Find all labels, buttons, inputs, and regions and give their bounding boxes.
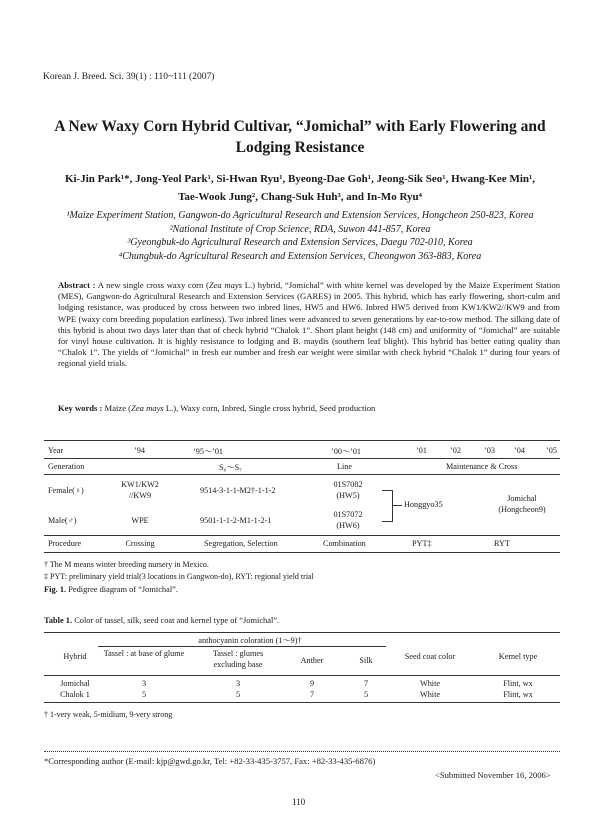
corresponding-author: *Corresponding author (E-mail: kjp@gwd.go.kr, Tel: +82-33-435-3757, Fax: +82-33-435-6876) [44,756,376,766]
title-line-1: A New Waxy Corn Hybrid Cultivar, “Jomichal” with Early Flowering and [54,118,546,135]
table-note: † 1-very weak, 5-midium, 9-very strong [44,710,173,719]
male-inbred [320,509,376,531]
male-inbred-name: (HW6) [336,521,360,530]
female-inbred [320,479,376,501]
title-line-2: Lodging Resistance [235,139,365,156]
pedigree-rule-1 [44,458,560,459]
table-cell-seed-coat: White [419,690,440,699]
table-cell-silk: 5 [363,690,369,699]
year-02: ’02 [450,446,461,455]
authors-line-1: Ki-Jin Park¹*, Jong-Yeol Park¹, Si-Hwan Ryu¹, Byeong-Dae Goh¹, Jeong-Sik Seo¹, Hwang-Kee Min¹, [64,173,536,185]
pedigree-rule-2 [44,474,560,475]
table-header-kernel: Kernel type [498,652,538,661]
table-cell-tassel-glumes: 3 [235,679,241,688]
procedure-ryt: RYT [494,539,510,548]
keywords-text-1: Maize ( [102,403,132,413]
procedure-label: Procedure [48,539,82,548]
generation-s0-s7: S₀～S₇ [219,463,243,472]
table-caption [44,616,279,625]
generation-maintenance: Maintenance & Cross [446,462,518,471]
keywords [58,403,560,413]
year-label: Year [48,446,64,455]
table-header-tassel-base: Tassel : at base of glume [103,649,185,658]
female-label: Female(♀) [48,486,84,495]
male-inbred-code: 01S7072 [333,510,363,519]
cross-connector [392,505,402,506]
table-cell-kernel: Flint, wx [503,679,533,688]
table-cell-anther: 9 [309,679,315,688]
male-label: Male(♂) [48,516,77,525]
table-cell-kernel: Flint, wx [503,690,533,699]
procedure-combination: Combination [323,539,366,548]
table-cell-anther: 7 [309,690,315,699]
table-group-header: anthocyanin coloration (1～9)† [198,636,302,645]
footnote-rule [44,751,560,752]
pedigree-note-1: † The M means winter breeding nursery in Mexico. [44,560,209,569]
table-cell-tassel-base: 5 [141,690,147,699]
affiliation-2: ²National Institute of Crop Science, RDA, Suwon 441-857, Korea [169,223,431,235]
affiliation-3: ³Gyeongbuk-do Agricultural Research and Extension Services, Daegu 702-010, Korea [127,237,473,248]
male-parent: WPE [131,516,149,525]
table-caption-text: Color of tassel, silk, seed coat and kernel type of “Jomichal”. [72,616,280,625]
table-group-rule [98,646,386,647]
jomichal-code: (Hongcheon9) [498,505,546,514]
jomichal-hybrid [482,493,562,515]
keywords-label: Key words : [58,403,103,413]
female-cross-line-1: KW1/KW2 [121,480,159,489]
author-list [40,170,560,206]
year-00-01: ’00～’01 [331,447,362,456]
table-header-anther: Anther [300,656,324,665]
jomichal-name: Jomichal [507,494,537,503]
female-inbred-name: (HW5) [336,491,360,500]
table-cell-hybrid: Jomichal [60,679,90,688]
table-cell-seed-coat: White [419,679,440,688]
procedure-segregation: Segregation, Selection [204,539,278,548]
abstract-text-1: A new single cross waxy corn ( [95,280,209,290]
year-04: ’04 [514,446,525,455]
honggyo-hybrid: Honggyo35 [404,500,443,509]
affiliation-4: ⁴Chungbuk-do Agricultural Research and Extension Services, Cheongwon 363-883, Korea [118,250,482,262]
pedigree-bottom-rule [44,552,560,553]
table-top-rule [44,632,560,633]
keywords-text-2: L.), Waxy corn, Inbred, Single cross hybrid, Seed production [163,403,376,413]
figure-caption-text: Pedigree diagram of “Jomichal”. [66,585,178,594]
table-header-hybrid: Hybrid [63,652,87,661]
figure-caption-label: Fig. 1. [44,585,67,594]
procedure-pyt: PYT‡ [412,539,432,548]
year-01: ’01 [416,446,427,455]
female-inbred-code: 01S7082 [333,480,363,489]
paper-title [40,116,560,158]
table-cell-silk: 7 [363,679,369,688]
male-selection: 9501-1-1-2-M1-1-2-1 [200,516,272,525]
pedigree-top-rule [44,440,560,441]
year-94: ’94 [134,446,145,455]
journal-reference: Korean J. Breed. Sci. 39(1) : 110~111 (2007) [43,72,215,82]
female-selection: 9514-3-1-1-M2†-1-1-2 [200,486,276,495]
affiliations [40,209,560,263]
table-header-seed-coat: Seed coat color [404,652,456,661]
pedigree-rule-3 [44,535,560,536]
female-parent-cross [112,479,168,501]
table-header-tassel-glumes: Tassel : glumes excluding base [212,649,264,669]
authors-line-2: Tae-Wook Jung², Chang-Suk Huh³, and In-Mo Ryu⁴ [178,191,422,203]
keywords-species: Zea mays [131,403,164,413]
page-number: 110 [292,797,306,807]
generation-label: Generation [48,462,85,471]
table-header-silk: Silk [359,656,373,665]
figure-caption [44,585,178,594]
abstract-text-2: L.) hybrid, “Jomichal” with white kernel was developed by the Maize Experiment Station (MES), Gangwon-do Agricultural Research and Extension Services (GARES) in 2005. This hybrid, which has early flowering, short-culm and lodging resistance, was produced by cross between two inbred lines, HW5 and HW6. Inbred HW5 derived from KW1/KW2//KW9 and from WPE (waxy corn breeding population earliness). Two inbred lines were advanced to seven generations by ear-to-row method. The silking date of this hybrid is about two days later than that of check hybrid “Chalok 1”. Short plant height (148 cm) and uniformity of “Jomichal” are suitable for vinyl house cultivation. It is highly resistance to lodging and B. maydis (southern leaf blight). This hybrid has better eating quality than “Chalok 1”. The yields of “Jomichal” in fresh ear number and fresh ear weight were similar with check hybrid “Chalok 1” during four years of regional yield trials. [58,280,560,369]
submitted-date: <Submitted November 16, 2006> [435,770,551,780]
year-03: ’03 [484,446,495,455]
abstract-species: Zea mays [208,280,243,290]
cross-bracket [382,490,393,522]
table-bottom-rule [44,702,560,703]
pedigree-note-2: ‡ PYT: preliminary yield trial(3 locations in Gangwon-do), RYT: regional yield trial [44,572,314,581]
year-05: ’05 [546,446,557,455]
abstract [58,280,560,370]
table-cell-hybrid: Chalok 1 [60,690,90,699]
generation-line: Line [337,462,353,471]
year-95-01: ’95～’01 [193,447,224,456]
table-header-rule [44,675,560,676]
female-cross-line-2: //KW9 [128,491,152,500]
table-cell-tassel-glumes: 5 [235,690,241,699]
affiliation-1: ¹Maize Experiment Station, Gangwon-do Agricultural Research and Extension Services, Hongcheon 250-823, Korea [66,210,534,221]
abstract-label: Abstract : [58,280,96,290]
table-cell-tassel-base: 3 [141,679,147,688]
procedure-crossing: Crossing [125,539,155,548]
table-caption-label: Table 1. [44,616,73,625]
